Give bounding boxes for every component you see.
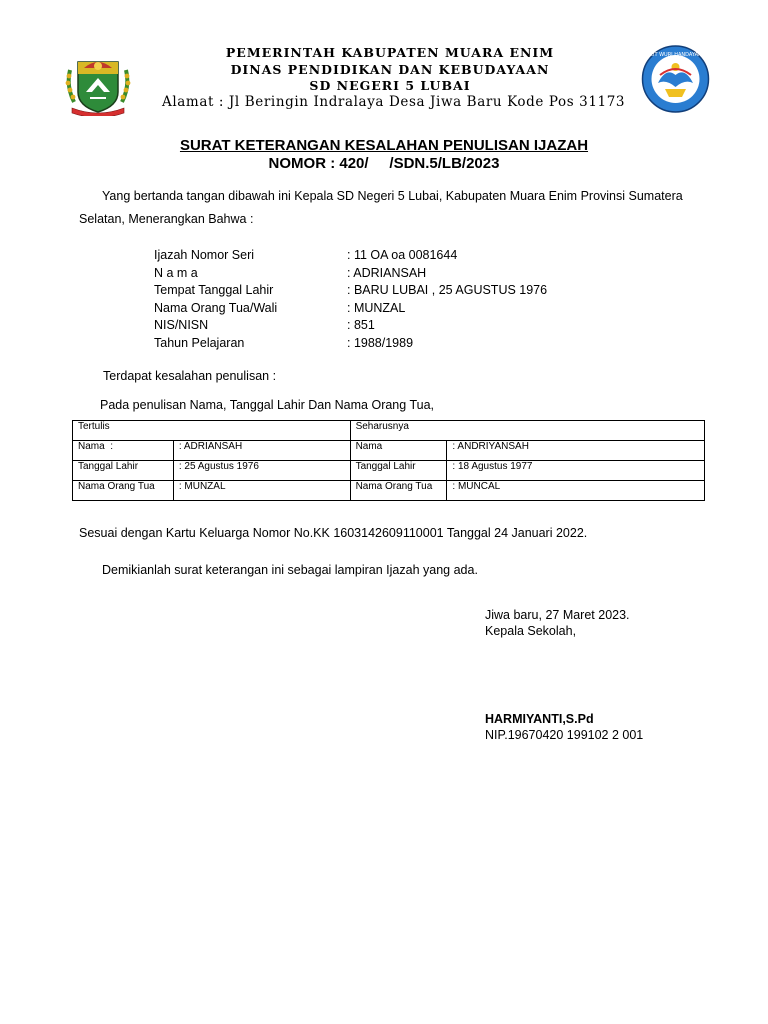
signer-nip: NIP.19670420 199102 2 001 bbox=[485, 728, 644, 742]
field-value-parent: : MUNZAL bbox=[347, 301, 406, 315]
table-cell: : 25 Agustus 1976 bbox=[173, 461, 350, 481]
table-cell: Nama : bbox=[73, 441, 174, 461]
table-cell: : MUNZAL bbox=[173, 481, 350, 501]
field-value-school-year: : 1988/1989 bbox=[347, 336, 414, 350]
table-row bbox=[73, 481, 705, 501]
table-header-should-be: Seharusnya bbox=[350, 421, 704, 441]
field-label-ijazah-serial: Ijazah Nomor Seri bbox=[154, 248, 255, 262]
table-cell: Nama bbox=[350, 441, 447, 461]
table-cell: : ANDRIYANSAH bbox=[447, 441, 705, 461]
letterhead-government: PEMERINTAH KABUPATEN MUARA ENIM bbox=[225, 45, 555, 60]
field-label-birth: Tempat Tanggal Lahir bbox=[154, 283, 274, 297]
table-cell: : 18 Agustus 1977 bbox=[447, 461, 705, 481]
error-detail: Pada penulisan Nama, Tanggal Lahir Dan Nama Orang Tua, bbox=[100, 398, 435, 412]
field-value-birth: : BARU LUBAI , 25 AGUSTUS 1976 bbox=[347, 283, 548, 297]
document-number: NOMOR : 420/ /SDN.5/LB/2023 bbox=[268, 155, 500, 172]
closing-statement: Demikianlah surat keterangan ini sebagai lampiran Ijazah yang ada. bbox=[102, 563, 478, 577]
signer-name: HARMIYANTI,S.Pd bbox=[485, 712, 594, 726]
table-header-row bbox=[73, 421, 705, 441]
right-logo-text: TUT WURI HANDAYANI bbox=[647, 52, 704, 58]
field-value-nis: : 851 bbox=[347, 318, 375, 332]
field-value-name: : ADRIANSAH bbox=[347, 266, 427, 280]
muara-enim-regency-emblem-icon bbox=[64, 52, 132, 116]
table-cell: : MUNCAL bbox=[447, 481, 705, 501]
intro-line-2: Selatan, Menerangkan Bahwa : bbox=[79, 212, 254, 226]
letterhead-address: Alamat : Jl Beringin Indralaya Desa Jiwa Baru Kode Pos 31173 bbox=[162, 94, 626, 110]
table-row bbox=[73, 441, 705, 461]
field-label-school-year: Tahun Pelajaran bbox=[154, 336, 245, 350]
table-row bbox=[73, 461, 705, 481]
field-value-ijazah-serial: : 11 OA oa 0081644 bbox=[347, 248, 458, 262]
letterhead-school: SD NEGERI 5 LUBAI bbox=[309, 78, 471, 93]
intro-line-1: Yang bertanda tangan dibawah ini Kepala SD Negeri 5 Lubai, Kabupaten Muara Enim Provinsi Sumatera bbox=[102, 189, 683, 203]
field-label-parent: Nama Orang Tua/Wali bbox=[154, 301, 278, 315]
table-cell: : ADRIANSAH bbox=[173, 441, 350, 461]
table-cell: Nama Orang Tua bbox=[350, 481, 447, 501]
tut-wuri-handayani-emblem-icon bbox=[638, 45, 713, 113]
signer-position: Kepala Sekolah, bbox=[485, 624, 577, 638]
field-label-nis: NIS/NISN bbox=[154, 318, 209, 332]
table-header-written: Tertulis bbox=[73, 421, 351, 441]
table-cell: Nama Orang Tua bbox=[73, 481, 174, 501]
error-intro: Terdapat kesalahan penulisan : bbox=[103, 369, 277, 383]
table-cell: Tanggal Lahir bbox=[73, 461, 174, 481]
letterhead-department: DINAS PENDIDIKAN DAN KEBUDAYAAN bbox=[230, 62, 550, 77]
document-title: SURAT KETERANGAN KESALAHAN PENULISAN IJAZAH bbox=[179, 137, 589, 154]
family-card-reference: Sesuai dengan Kartu Keluarga Nomor No.KK 1603142609110001 Tanggal 24 Januari 2022. bbox=[79, 526, 588, 540]
table-cell: Tanggal Lahir bbox=[350, 461, 447, 481]
correction-table bbox=[72, 420, 705, 501]
field-label-name: N a m a bbox=[154, 266, 198, 280]
place-date: Jiwa baru, 27 Maret 2023. bbox=[485, 608, 630, 622]
